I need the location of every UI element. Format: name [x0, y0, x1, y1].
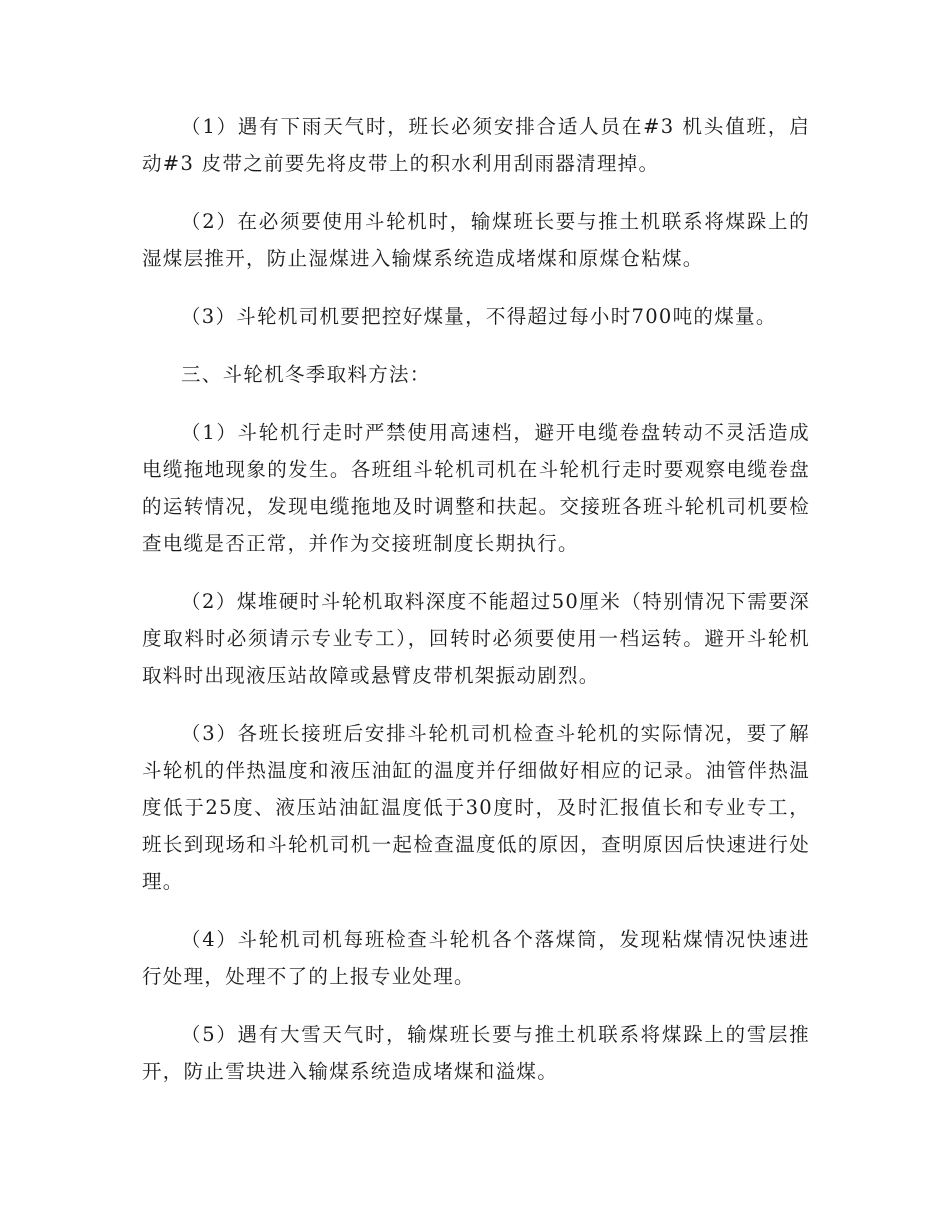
section-heading-winter-reclaiming: 三、斗轮机冬季取料方法： — [181, 363, 431, 386]
paragraph-rain-duty: （1）遇有下雨天气时，班长必须安排合适人员在#3 机头值班，启动#3 皮带之前要先将皮带上的积水利用刮雨器清理掉。 — [142, 115, 810, 175]
paragraph-wet-coal: （2）在必须要使用斗轮机时，输煤班长要与推土机联系将煤跺上的湿煤层推开，防止湿煤进入输煤系统造成堵煤和原煤仓粘煤。 — [142, 210, 810, 270]
paragraph-travel-speed: （1）斗轮机行走时严禁使用高速档，避开电缆卷盘转动不灵活造成电缆拖地现象的发生。各班组斗轮机司机在斗轮机行走时要观察电缆卷盘的运转情况，发现电缆拖地及时调整和扶起。交接班各班斗轮机司机要检查电缆是否正常，并作为交接班制度长期执行。 — [142, 421, 810, 555]
paragraph-reclaim-depth: （2）煤堆硬时斗轮机取料深度不能超过50厘米（特别情况下需要深度取料时必须请示专业专工），回转时必须要使用一档运转。避开斗轮机取料时出现液压站故障或悬臂皮带机架振动剧烈。 — [142, 590, 810, 687]
paragraph-coal-volume: （3）斗轮机司机要把控好煤量，不得超过每小时700吨的煤量。 — [181, 305, 777, 328]
paragraph-temperature-check: （3）各班长接班后安排斗轮机司机检查斗轮机的实际情况，要了解斗轮机的伴热温度和液压油缸的温度并仔细做好相应的记录。油管伴热温度低于25度、液压站油缸温度低于30度时，及时汇报值长和专业专工，班长到现场和斗轮机司机一起检查温度低的原因，查明原因后快速进行处理。 — [142, 722, 810, 893]
paragraph-chute-check: （4）斗轮机司机每班检查斗轮机各个落煤筒，发现粘煤情况快速进行处理，处理不了的上报专业处理。 — [142, 928, 810, 988]
document-body — [142, 108, 810, 1111]
paragraph-snow-weather: （5）遇有大雪天气时，输煤班长要与推土机联系将煤跺上的雪层推开，防止雪块进入输煤系统造成堵煤和溢煤。 — [142, 1023, 810, 1083]
